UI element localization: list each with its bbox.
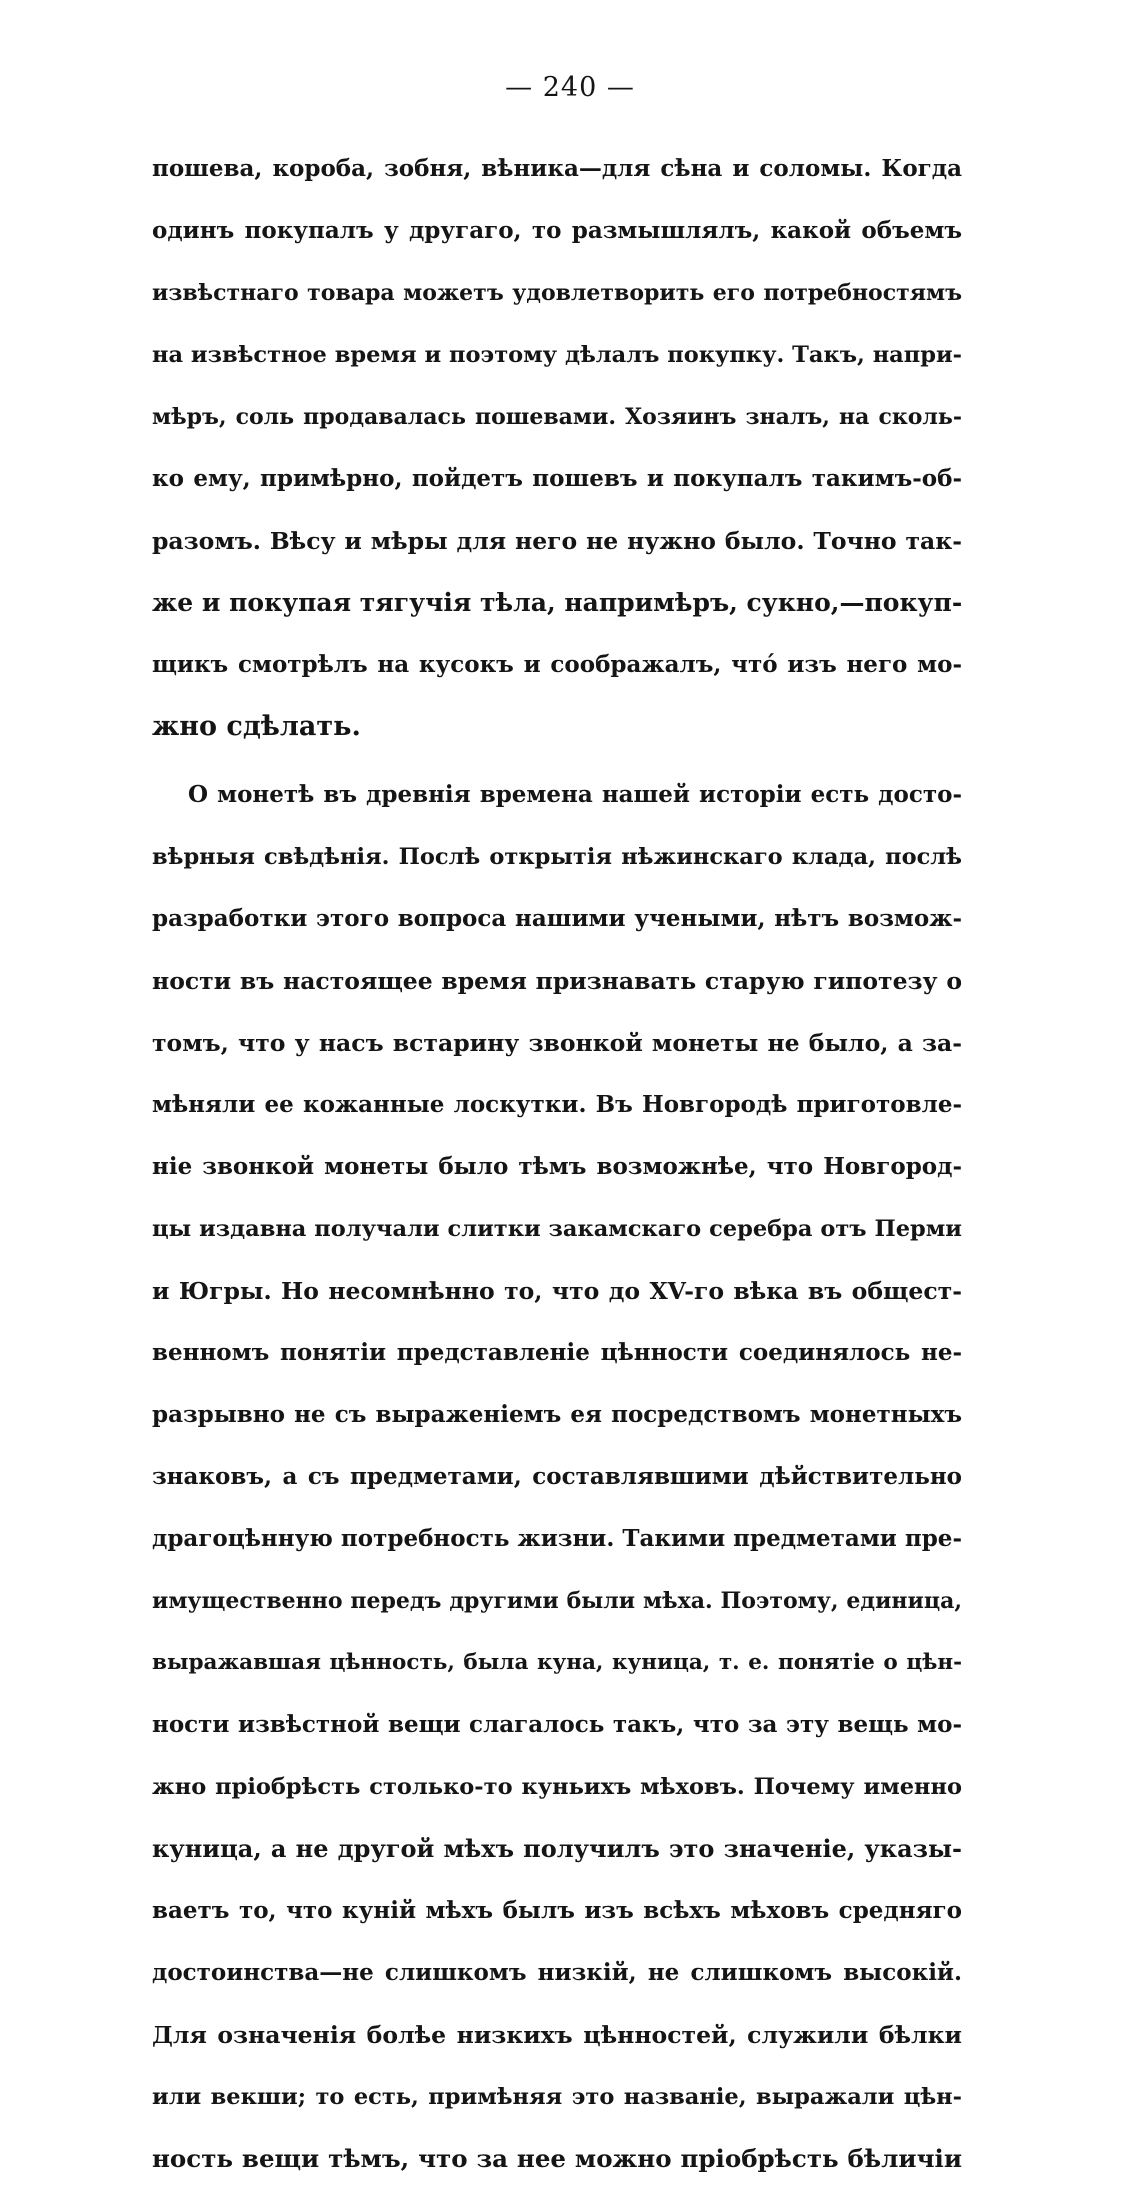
text-line: одинъ покупалъ у другаго, то размышлялъ, какой объемъ <box>152 217 962 244</box>
text-line: томъ, что у насъ встарину звонкой монеты не было, а за- <box>152 1029 962 1057</box>
text-line: драгоцѣнную потребность жизни. Такими предметами пре- <box>152 1525 962 1552</box>
text-line: О монетѣ въ древнія времена нашей исторіи есть досто- <box>188 781 962 808</box>
paragraph-1 <box>152 138 962 758</box>
text-line: ности извѣстной вещи слагалось такъ, что за эту вещь мо- <box>152 1711 962 1738</box>
text-line: ко ему, примѣрно, пойдетъ пошевъ и покупалъ такимъ-об- <box>152 465 962 492</box>
body-text <box>152 138 962 2190</box>
page-number: — 240 — <box>505 72 635 103</box>
text-line: щикъ смотрѣлъ на кусокъ и соображалъ, что́ изъ него мо- <box>152 651 962 678</box>
text-line: разработки этого вопроса нашими учеными, нѣтъ возмож- <box>152 905 962 932</box>
text-line: же и покупая тягучія тѣла, напримѣръ, сукно,—покуп- <box>152 588 963 617</box>
text-line: жно пріобрѣсть столько-то куньихъ мѣховъ. Почему именно <box>152 1774 962 1800</box>
text-line: достоинства—не слишкомъ низкій, не слишкомъ высокій. <box>152 1959 962 1986</box>
text-line: мѣняли ее кожанные лоскутки. Въ Новгородѣ приготовле- <box>152 1091 962 1118</box>
text-line: выражавшая цѣнность, была куна, куница, т. е. понятіе о цѣн- <box>152 1650 962 1675</box>
text-line: вѣрныя свѣдѣнія. Послѣ открытія нѣжинскаго клада, послѣ <box>152 844 962 870</box>
text-line: имущественно передъ другими были мѣха. Поэтому, единица, <box>152 1588 962 1614</box>
text-line: пошева, короба, зобня, вѣника—для сѣна и соломы. Когда <box>152 155 962 182</box>
text-line: и Югры. Но несомнѣнно то, что до XV-го вѣка въ общест- <box>152 1277 962 1305</box>
text-line: венномъ понятіи представленіе цѣнности соединялось не- <box>152 1339 962 1366</box>
text-line: цы издавна получали слитки закамскаго серебра отъ Перми <box>152 1216 962 1242</box>
text-line: мѣръ, соль продавалась пошевами. Хозяинъ зналъ, на сколь- <box>152 404 962 430</box>
text-line: ніе звонкой монеты было тѣмъ возможнѣе, что Новгород- <box>152 1153 962 1180</box>
text-line: ваетъ то, что куній мѣхъ былъ изъ всѣхъ мѣховъ средняго <box>152 1897 962 1924</box>
text-line: Для означенія болѣе низкихъ цѣнностей, служили бѣлки <box>152 2021 962 2049</box>
text-line: на извѣстное время и поэтому дѣлалъ покупку. Такъ, напри- <box>152 342 962 368</box>
text-line: извѣстнаго товара можетъ удовлетворить его потребностямъ <box>152 280 962 306</box>
text-line: ность вещи тѣмъ, что за нее можно пріобрѣсть бѣличіи <box>152 2144 962 2173</box>
text-line: разомъ. Вѣсу и мѣры для него не нужно было. Точно так- <box>152 527 962 555</box>
text-line: ности въ настоящее время признавать старую гипотезу о <box>152 967 962 995</box>
text-line: разрывно не съ выраженіемъ ея посредствомъ монетныхъ <box>152 1401 962 1428</box>
text-line: знаковъ, а съ предметами, составлявшими дѣйствительно <box>152 1463 962 1490</box>
text-line: жно сдѣлать. <box>152 711 361 742</box>
paragraph-2 <box>152 764 962 2190</box>
text-line: или векши; то есть, примѣняя это названіе, выражали цѣн- <box>152 2084 962 2110</box>
text-line: куница, а не другой мѣхъ получилъ это значеніе, указы- <box>152 1834 962 1863</box>
